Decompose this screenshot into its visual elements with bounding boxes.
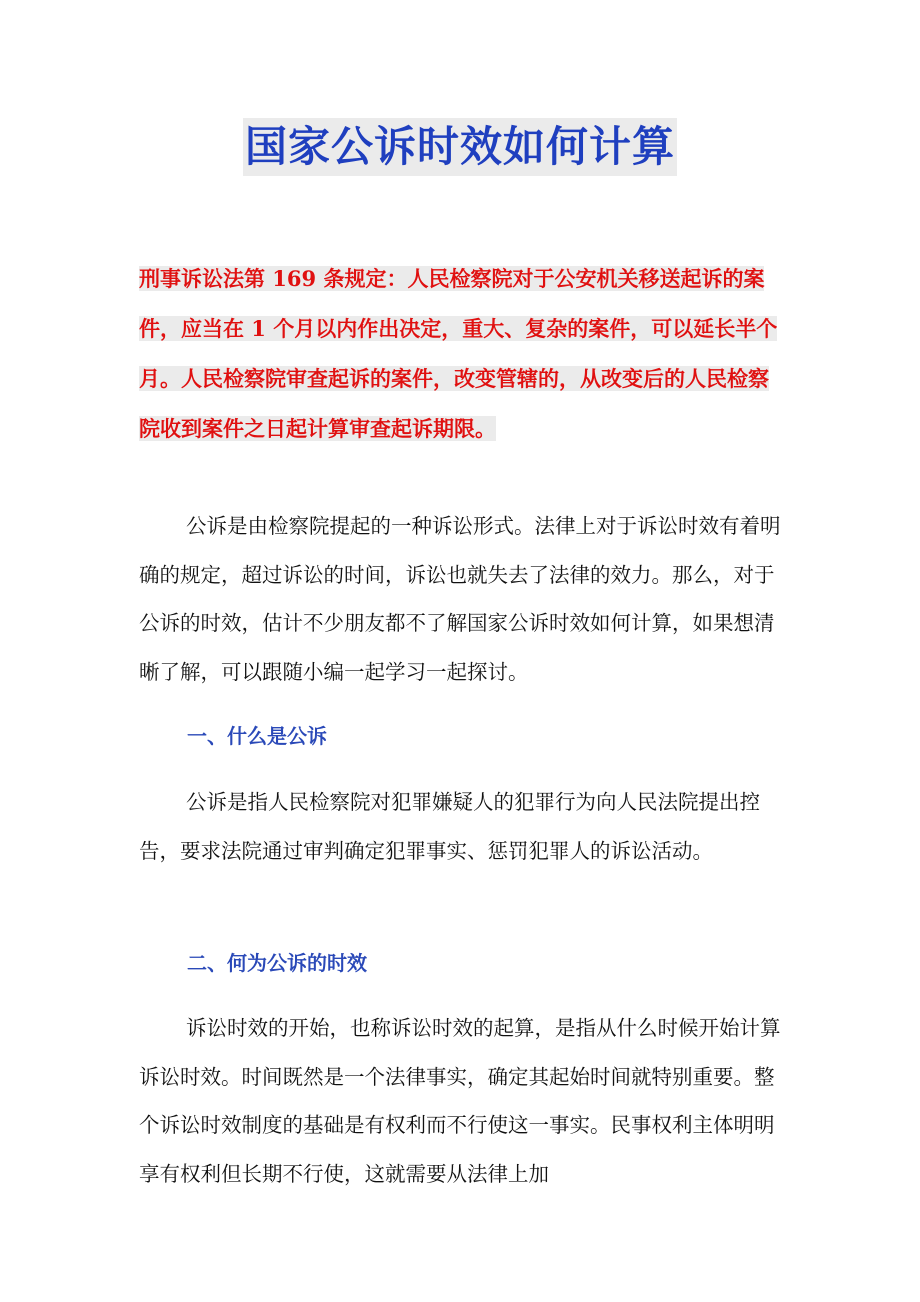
section-heading-1: 一、什么是公诉 bbox=[187, 724, 327, 748]
section-body-1 bbox=[139, 778, 787, 875]
document-title: 国家公诉时效如何计算 bbox=[243, 118, 677, 176]
section-body-1-text: 公诉是指人民检察院对犯罪嫌疑人的犯罪行为向人民法院提出控告，要求法院通过审判确定犯罪事实、惩罚犯罪人的诉讼活动。 bbox=[139, 790, 760, 863]
section-body-2 bbox=[139, 1004, 787, 1198]
title-container bbox=[0, 118, 920, 176]
intro-text: 公诉是由检察院提起的一种诉讼形式。法律上对于诉讼时效有着明确的规定，超过诉讼的时间，诉讼也就失去了法律的效力。那么，对于公诉的时效，估计不少朋友都不了解国家公诉时效如何计算，如果想清晰了解，可以跟随小编一起学习一起探讨。 bbox=[139, 514, 781, 684]
legal-notice bbox=[139, 254, 789, 454]
legal-notice-text: 刑事诉讼法第 169 条规定：人民检察院对于公安机关移送起诉的案件，应当在 1 个月以内作出决定，重大、复杂的案件，可以延长半个月。人民检察院审查起诉的案件，改变管辖的，从改变后的人民检察院收到案件之日起计算审查起诉期限。 bbox=[139, 266, 778, 441]
section-body-2-text: 诉讼时效的开始，也称诉讼时效的起算，是指从什么时候开始计算诉讼时效。时间既然是一个法律事实，确定其起始时间就特别重要。整个诉讼时效制度的基础是有权利而不行使这一事实。民事权利主体明明享有权利但长期不行使，这就需要从法律上加 bbox=[139, 1016, 781, 1186]
intro-paragraph bbox=[139, 502, 787, 696]
section-heading-2: 二、何为公诉的时效 bbox=[187, 951, 367, 975]
